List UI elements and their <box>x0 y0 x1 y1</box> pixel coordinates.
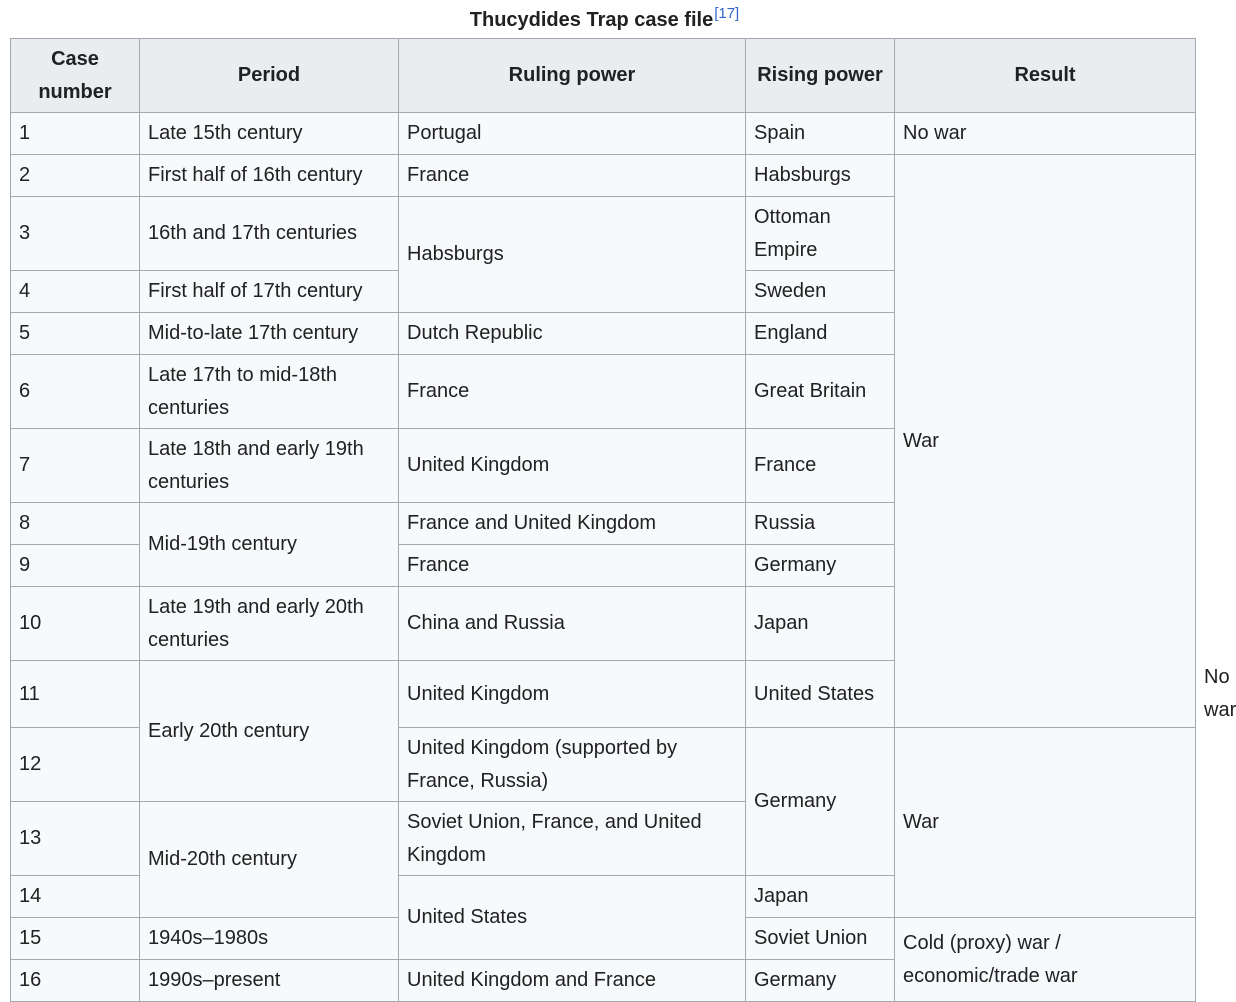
ruling-power-cell: France and United Kingdom <box>399 503 746 545</box>
period-cell: 1940s–1980s <box>140 918 399 960</box>
rising-power-cell: Japan <box>746 876 895 918</box>
case-number-cell: 16 <box>11 960 140 1002</box>
period-cell: Mid-to-late 17th century <box>140 313 399 355</box>
rising-power-cell: Great Britain <box>746 355 895 429</box>
case-table <box>10 38 1236 1002</box>
rising-power-cell: Spain <box>746 113 895 155</box>
result-cell: War <box>895 155 1196 728</box>
case-number-cell: 9 <box>11 545 140 587</box>
result-cell: Cold (proxy) war / economic/trade war <box>895 918 1196 1002</box>
table-row <box>11 155 1196 197</box>
ruling-power-cell: France <box>399 355 746 429</box>
ruling-power-cell: Soviet Union, France, and United Kingdom <box>399 802 746 876</box>
period-cell: Early 20th century <box>140 661 399 802</box>
rising-power-cell: Germany <box>746 545 895 587</box>
reference-link[interactable]: [17] <box>714 5 740 23</box>
header-period[interactable]: Period <box>140 39 399 113</box>
rising-power-cell: Germany <box>746 728 895 876</box>
rising-power-cell: Soviet Union <box>746 918 895 960</box>
ruling-power-cell: France <box>399 545 746 587</box>
rising-power-cell: England <box>746 313 895 355</box>
period-cell: 1990s–present <box>140 960 399 1002</box>
case-number-cell: 3 <box>11 197 140 271</box>
rising-power-cell: Russia <box>746 503 895 545</box>
rising-power-cell: United States <box>746 661 895 728</box>
result-cell: War <box>895 728 1196 918</box>
ruling-power-cell: China and Russia <box>399 587 746 661</box>
ruling-power-cell: United States <box>399 876 746 960</box>
ruling-power-cell: United Kingdom <box>399 661 746 728</box>
header-row <box>11 39 1196 113</box>
case-number-cell: 5 <box>11 313 140 355</box>
table-caption <box>0 6 1209 34</box>
result-cell: No war <box>895 113 1196 155</box>
period-cell: First half of 17th century <box>140 271 399 313</box>
period-cell: Late 15th century <box>140 113 399 155</box>
case-number-cell: 13 <box>11 802 140 876</box>
case-number-cell: 6 <box>11 355 140 429</box>
case-number-cell: 12 <box>11 728 140 802</box>
ruling-power-cell: Portugal <box>399 113 746 155</box>
case-number-cell: 15 <box>11 918 140 960</box>
case-number-cell: 10 <box>11 587 140 661</box>
period-cell: Late 19th and early 20th centuries <box>140 587 399 661</box>
period-cell: 16th and 17th centuries <box>140 197 399 271</box>
period-cell: Mid-19th century <box>140 503 399 587</box>
case-number-cell: 11 <box>11 661 140 728</box>
rising-power-cell: Japan <box>746 587 895 661</box>
ruling-power-cell: Habsburgs <box>399 197 746 313</box>
period-cell: Late 17th to mid-18th centuries <box>140 355 399 429</box>
caption-title: Thucydides Trap case file <box>469 9 714 31</box>
ruling-power-cell: France <box>399 155 746 197</box>
ruling-power-cell: United Kingdom <box>399 429 746 503</box>
case-number-cell: 8 <box>11 503 140 545</box>
period-cell: Late 18th and early 19th centuries <box>140 429 399 503</box>
case-number-cell: 1 <box>11 113 140 155</box>
case-number-cell: 7 <box>11 429 140 503</box>
period-cell: First half of 16th century <box>140 155 399 197</box>
table-row: 11 Early 20th century United Kingdom United States No war <box>11 661 1196 728</box>
ruling-power-cell: United Kingdom and France <box>399 960 746 1002</box>
ruling-power-cell: United Kingdom (supported by France, Russia) <box>399 728 746 802</box>
case-number-cell: 2 <box>11 155 140 197</box>
ruling-power-cell: Dutch Republic <box>399 313 746 355</box>
header-ruling-power[interactable]: Ruling power <box>399 39 746 113</box>
period-cell: Mid-20th century <box>140 802 399 918</box>
rising-power-cell: Sweden <box>746 271 895 313</box>
table-row <box>11 113 1196 155</box>
rising-power-cell: France <box>746 429 895 503</box>
header-result[interactable]: Result <box>895 39 1196 113</box>
case-number-cell: 4 <box>11 271 140 313</box>
header-case-number[interactable]: Case number <box>11 39 140 113</box>
rising-power-cell: Germany <box>746 960 895 1002</box>
rising-power-cell: Habsburgs <box>746 155 895 197</box>
rising-power-cell: Ottoman Empire <box>746 197 895 271</box>
header-rising-power[interactable]: Rising power <box>746 39 895 113</box>
case-number-cell: 14 <box>11 876 140 918</box>
